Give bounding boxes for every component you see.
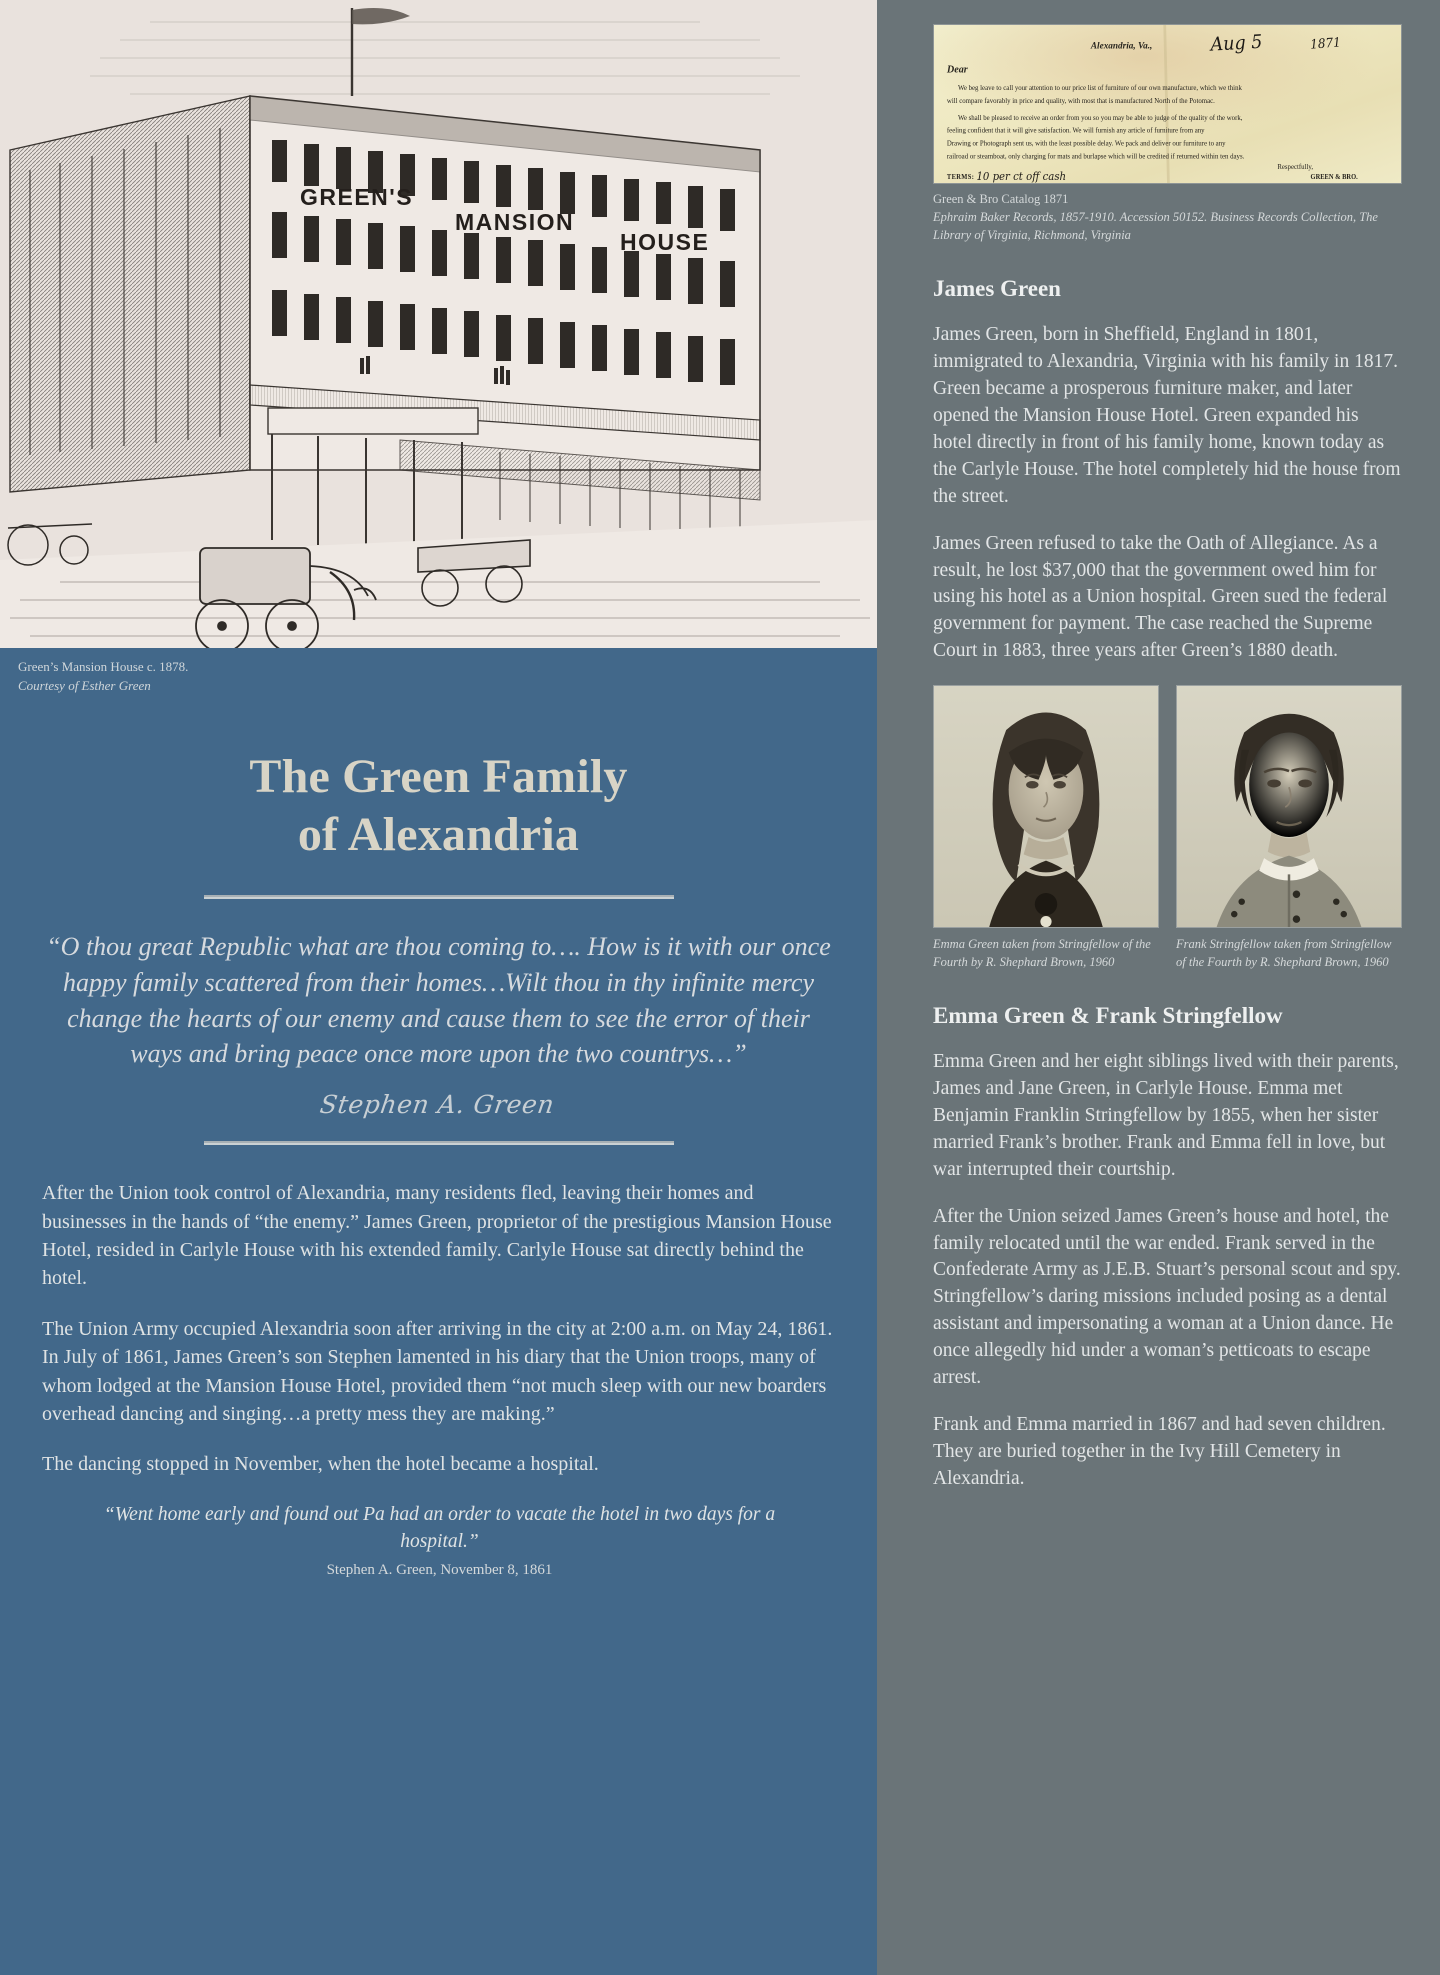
catalog-body-line: We shall be pleased to receive an order from you so you may be able to judge of the quality of the work,	[957, 113, 1243, 122]
catalog-caption-line2: Ephraim Baker Records, 1857-1910. Accession 50152. Business Records Collection, The Library of Virginia, Richmond, Virginia	[933, 209, 1378, 242]
james-green-paragraph: James Green refused to take the Oath of Allegiance. As a result, he lost $37,000 that the government owed him for using his hotel as a Union hospital. Green sued the federal government for payment. The case reached the Supreme Court in 1883, three years after Green’s 1880 death.	[933, 532, 1388, 662]
catalog-body-line: feeling confident that it will give satisfaction. We will furnish any article of furniture from any	[946, 126, 1205, 135]
catalog-respectfully: Respectfully,	[1277, 162, 1314, 172]
catalog-terms-value: 10 per ct off cash	[976, 170, 1067, 183]
portrait-emma-green	[933, 685, 1159, 971]
emma-frank-paragraph: After the Union seized James Green’s house and hotel, the family relocated until the war ended. Frank served in the Confederate Army as J.E.B. Stuart’s personal scout and spy. Stringfellow’s daring missions included posing as a dental assistant and impersonating a woman at a Union dance. He once allegedly hid under a woman’s petticoats to escape arrest.	[933, 1205, 1401, 1389]
portrait-pair	[933, 685, 1402, 971]
right-column	[877, 0, 1440, 1975]
catalog-terms-label: TERMS:	[946, 173, 975, 182]
catalog-body-line: railroad or steamboat, only charging for mats and burlapse which will be credited if returned within ten days.	[946, 152, 1245, 161]
emma-frank-paragraph: Frank and Emma married in 1867 and had seven children. They are buried together in the Ivy Hill Cemetery in Alexandria.	[933, 1414, 1386, 1489]
page-title	[40, 748, 837, 865]
divider-rule-bottom	[204, 1141, 674, 1145]
catalog-place-date: Alexandria, Va.,	[1090, 40, 1153, 52]
pullquote: “O thou great Republic what are thou coming to…. How is it with our once happy family scattered from their homes…Wilt thou in thy infinite mercy change the hearts of our enemy and cause them to see the error of their ways and bring peace once more upon the two countrys…”	[46, 931, 831, 1069]
inset-quote-attribution: Stephen A. Green, November 8, 1861	[326, 1562, 553, 1579]
page-title-line2: of Alexandria	[297, 808, 580, 862]
catalog-body-line: We beg leave to call your attention to our price list of furniture of our own manufacture, which we think	[957, 83, 1242, 93]
catalog-handwritten-date: Aug 5	[1210, 31, 1263, 56]
engraving-sign-word-0: GREEN'S	[300, 184, 414, 210]
section-heading-james-green: James Green	[933, 276, 1061, 302]
portrait-emma-green-image	[933, 685, 1159, 928]
catalog-handwritten-year: 1871	[1309, 34, 1342, 52]
catalog-salutation: Dear	[946, 64, 968, 76]
engraving-sign-word-1: MANSION	[455, 209, 575, 235]
section-heading-emma-frank: Emma Green & Frank Stringfellow	[933, 1003, 1283, 1029]
title-block	[0, 696, 877, 865]
left-paragraph: The Union Army occupied Alexandria soon after arriving in the city at 2:00 a.m. on May 24, 1861. In July of 1861, James Green’s son Stephen lamented in his diary that the Union troops, many of whom lodged at the Mansion House Hotel, provided them “not much sleep with our new boarders overhead dancing and singing…a pretty mess they are making.”	[42, 1317, 833, 1426]
emma-frank-paragraph: Emma Green and her eight siblings lived with their parents, James and Jane Green, in Carlyle House. Emma met Benjamin Franklin Stringfellow by 1855, when her sister married Frank’s brother. Frank and Emma fell in love, but war interrupted their courtship.	[933, 1051, 1399, 1180]
catalog-caption-line1: Green & Bro Catalog 1871	[933, 192, 1069, 206]
green-bro-catalog-image	[933, 24, 1402, 184]
engraving-caption	[0, 648, 877, 696]
catalog-signature: GREEN & BRO.	[1310, 173, 1358, 182]
catalog-body-line: Drawing or Photograph sent us, with the least possible delay. We pack and deliver our furniture to any	[946, 139, 1226, 148]
portrait-frank-stringfellow-caption: Frank Stringfellow taken from Stringfellow of the Fourth by R. Shephard Brown, 1960	[1176, 937, 1392, 969]
james-green-paragraph: James Green, born in Sheffield, England in 1801, immigrated to Alexandria, Virginia with his family in 1817. Green became a prosperous furniture maker, and later opened the Mansion House Hotel. Green expanded his hotel directly in front of his family home, known today as the Carlyle House. The hotel completely hid the house from the street.	[933, 324, 1401, 507]
engraving-caption-line2: Courtesy of Esther Green	[18, 677, 151, 693]
catalog-body-line: will compare favorably in price and quality, with most that is manufactured North of the Potomac.	[946, 96, 1215, 106]
portrait-frank-stringfellow	[1176, 685, 1402, 971]
engraving-sign-word-2: HOUSE	[620, 229, 710, 255]
left-body	[0, 1145, 877, 1579]
left-paragraph: After the Union took control of Alexandria, many residents fled, leaving their homes and businesses in the hands of “the enemy.” James Green, proprietor of the prestigious Mansion House Hotel, resided in Carlyle House with his extended family. Carlyle House sat directly behind the hotel.	[42, 1182, 832, 1290]
inset-quote: “Went home early and found out Pa had an order to vacate the hotel in two days for a hospital.”	[103, 1503, 776, 1553]
left-paragraph: The dancing stopped in November, when the hotel became a hospital.	[42, 1453, 599, 1476]
portrait-emma-green-caption: Emma Green taken from Stringfellow of the Fourth by R. Shephard Brown, 1960	[933, 937, 1151, 969]
portrait-frank-stringfellow-image	[1176, 685, 1402, 928]
mansion-house-engraving	[0, 0, 877, 648]
divider-rule-top	[204, 895, 674, 899]
pullquote-signature: Stephen A. Green	[318, 1090, 557, 1120]
engraving-caption-line1: Green’s Mansion House c. 1878.	[18, 659, 189, 674]
catalog-caption	[933, 184, 1402, 244]
page-title-line1: The Green Family	[249, 749, 628, 803]
